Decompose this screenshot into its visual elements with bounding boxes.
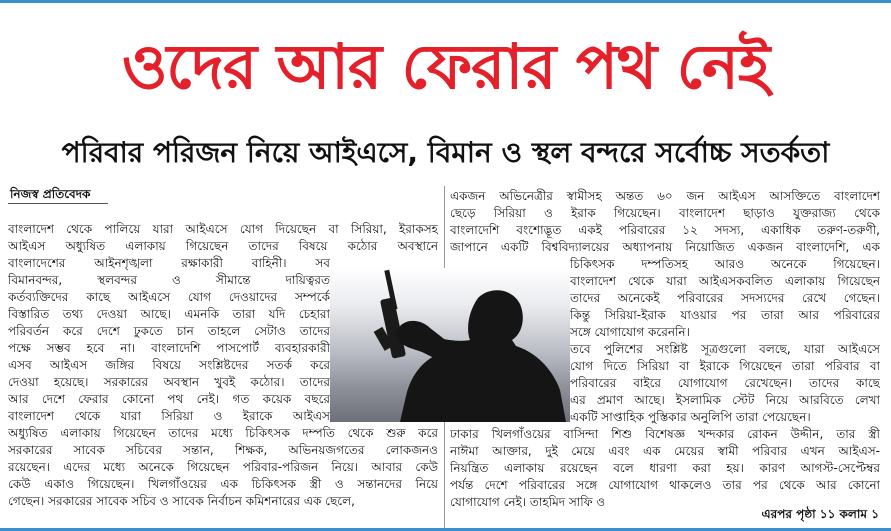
text-line: নিয়ন্ত্রিত এলাকায় রয়েছেন বলে ধারণা করা হয়। কারণ আগস্ট-সেপ্টেম্বর <box>450 461 880 475</box>
text-line: কর্তব্যক্তিদের কাছে আইএসে যোগ দেওয়াদের সম্পর্কে <box>8 290 330 304</box>
text-line: বাংলাদেশি বংশোদ্ভূত একই পরিবারের ১২ সদস্য, একাধিক তরুণ-তরুণী, <box>450 223 880 237</box>
text-line: পক্ষে সম্ভব হবে না। বাংলাদেশি পাসপোর্ট ব্যবহারকারী <box>8 341 330 355</box>
text-line: তাদের অনেকেই পরিবারের সদস্যদের রেখে গেছেন। <box>570 291 880 305</box>
text-line: এর প্রমাণ আছে। ইসলামিক স্টেট নিয়ে আরবিতে লেখা <box>570 393 880 407</box>
text-line: বাংলাদেশের আইনশৃঙ্খলা রক্ষাকারী বাহিনী। সব <box>8 256 330 270</box>
text-line: নাঈমা আক্তার, দুই মেয়ে এবং এক মেয়ের স্বামী পরিবার এখন আইএস- <box>450 444 880 458</box>
text-line: বাংলাদেশ থেকে যারা সিরিয়া ও ইরাকে আইএস <box>8 409 330 423</box>
text-line: অধ্যুষিত এলাকায় গিয়েছেন তাদের মধ্যে চিকিৎসক দম্পতি থেকে শুরু করে <box>8 426 438 440</box>
text-line: বিস্তারিত তথ্য দেওয়া আছে। এমনকি তারা যদি চেহারা <box>8 307 330 321</box>
silhouette-image <box>330 268 570 422</box>
text-line: গেছেন। সরকারের সাবেক সচিব ও সাবেক নির্বাচন কমিশনারের এক ছেলে, <box>8 494 355 508</box>
text-line: তবে পুলিশের সংশ্লিষ্ট সূত্রগুলো বলছে, যারা আইএসে <box>570 342 880 356</box>
text-line: পরিবারের বাইরে যোগাযোগ রেখেছেন। তাদের কাছে <box>570 376 880 390</box>
text-line: দেওয়া হয়েছে। সরকারের অবস্থান খুবই কঠোর। তাদের <box>8 375 330 389</box>
text-line: আর দেশে ফেরার কোনো পথ নেই। গত কয়েক বছরে <box>8 392 330 406</box>
headline: ওদের আর ফেরার পথ নেই <box>121 30 770 103</box>
text-line: ছেড়ে সিরিয়া ও ইরাক গিয়েছেন। বাংলাদেশ ছাড়াও যুক্তরাজ্য থেকে <box>450 206 880 220</box>
text-line: বাংলাদেশ থেকে পালিয়ে যারা আইএসে যোগ দিয়েছেন বা সিরিয়া, ইরাকসহ <box>8 222 438 236</box>
text-line: পরিবর্তন করে দেশে ঢুকতে চান তাহলে সেটাও তাদের <box>8 324 330 338</box>
text-line: জাপানে একটি বিশ্ববিদ্যালয়ের অধ্যাপনায় নিয়োজিত একজন বাংলাদেশি, এক <box>450 240 880 254</box>
text-line: সরকারের সাবেক সচিবের সন্তান, শিক্ষক, অভিনয়জগতের লোকজনও <box>8 443 438 457</box>
text-line: যোগাযোগ নেই। তাহমিদ সাফি ও <box>450 495 606 509</box>
byline-rule <box>8 203 108 204</box>
text-line: পর্যন্ত দেশে পরিবারের সঙ্গে যোগাযোগ থাকলেও তার পর থেকে আর কোনো <box>450 478 880 492</box>
text-line: বাংলাদেশ থেকে যারা আইএসকবলিত এলাকায় গিয়েছেন <box>570 274 880 288</box>
text-line: একজন অভিনেত্রীর স্বামীসহ অন্তত ৬০ জন আইএস আসক্তিতে বাংলাদেশ <box>450 189 880 203</box>
text-line: একটি সাপ্তাহিক পুস্তিকার অনুলিপি তারা পেয়েছেন। <box>570 410 811 424</box>
text-line: এসব আইএস জঙ্গির বিষয়ে সংশ্লিষ্টদের সতর্ক করে <box>8 358 330 372</box>
text-line: চিকিৎসক দম্পতিসহ আরও অনেকে গিয়েছেন। <box>570 257 880 271</box>
armed-fighter-silhouette-photo <box>330 268 570 422</box>
byline: নিজস্ব প্রতিবেদক <box>10 187 91 201</box>
subheadline: পরিবার পরিজন নিয়ে আইএসে, বিমান ও স্থল বন্দরে সর্বোচ্চ সতর্কতা <box>61 136 830 169</box>
continuation-note: এরপর পৃষ্ঠা ১১ কলাম ১ <box>761 507 879 521</box>
text-line: কেউ একাও গিয়েছেন। খিলগাঁওয়ের এক চিকিৎসক স্ত্রী ও সন্তানদের নিয়ে <box>8 477 438 491</box>
text-line: সঙ্গে যোগাযোগ করেননি। <box>570 325 690 339</box>
text-line: রয়েছেন। এদের মধ্যে অনেকে গিয়েছেন পরিবার-পরিজন নিয়ে। আবার কেউ <box>8 460 438 474</box>
text-line: ঢাকার খিলগাঁওয়ের বাসিন্দা শিশু বিশেষজ্ঞ খন্দকার রোকন উদ্দীন, তার স্ত্রী <box>450 427 880 441</box>
top-accent-bar <box>0 0 891 3</box>
text-line: বিমানবন্দর, স্থলবন্দর ও সীমান্তে দায়িত্বরত <box>8 273 330 287</box>
text-line: আইএস অধ্যুষিত এলাকায় গিয়েছেন তাদের বিষয়ে কঠোর অবস্থানে <box>8 239 438 253</box>
text-line: যোগ দিতে সিরিয়া বা ইরাকে গিয়েছেন তারা পরিবার বা <box>570 359 880 373</box>
text-line: কিন্তু সিরিয়া-ইরাক যাওয়ার পর তারা আর পরিবারের <box>570 308 880 322</box>
